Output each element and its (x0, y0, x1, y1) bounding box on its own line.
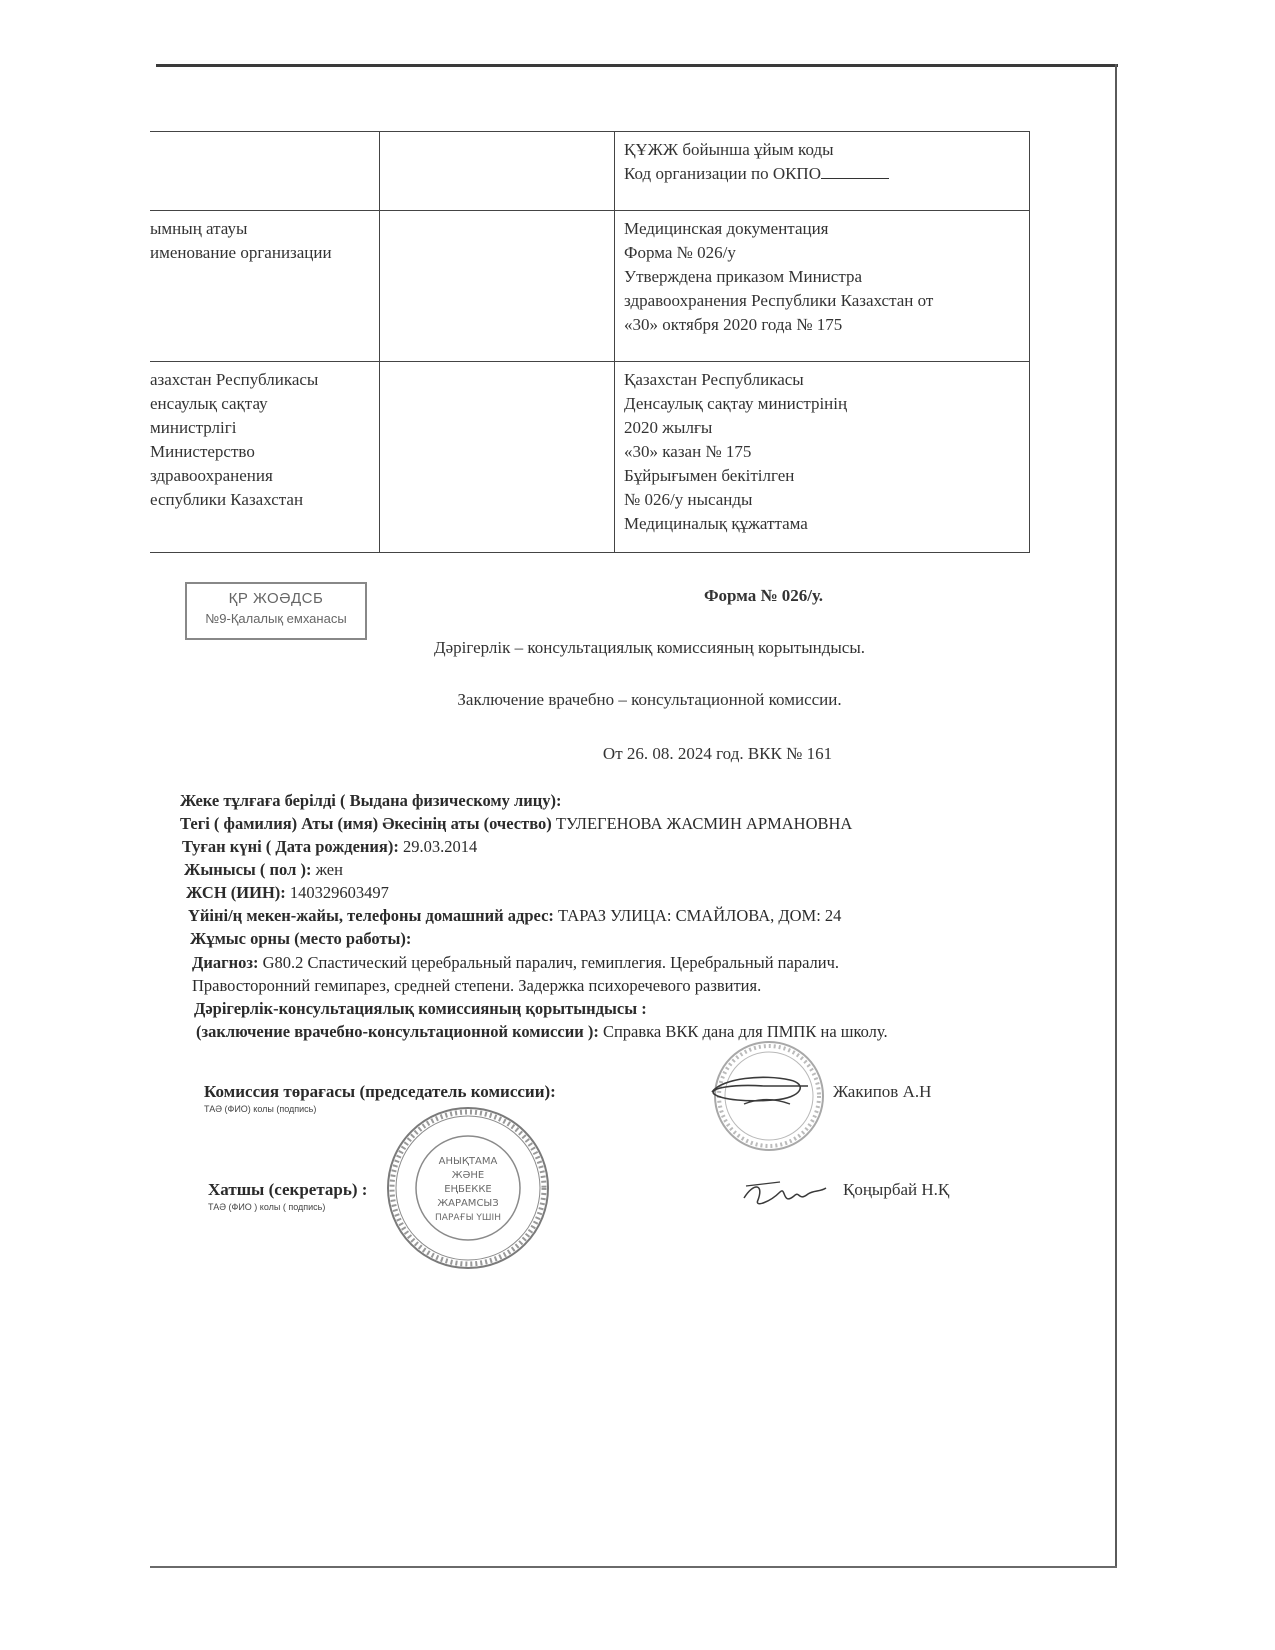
secretary-sub: ТАӘ (ФИО ) колы ( подпись) (208, 1202, 326, 1212)
form-title: Форма № 026/у. (703, 586, 824, 605)
conclusion-kz-line (194, 998, 647, 1020)
ministry-line: еспублики Казахстан (150, 490, 304, 509)
round-stamp (384, 1104, 552, 1272)
org-name-cell (150, 211, 379, 362)
approved-kz-line: № 026/у нысанды (624, 490, 753, 509)
header-cell-mid-2 (379, 211, 615, 362)
conclusion-kz-label: Дәрігерлік-консультациялық комиссияның қорытындысы : (194, 999, 647, 1018)
header-cell-mid-1 (379, 132, 615, 211)
chair-name: Жакипов А.Н (833, 1082, 932, 1101)
clinic-stamp-line1: ҚР ЖОӘДСБ (228, 590, 324, 607)
issued-line (180, 790, 562, 812)
header-table (150, 131, 1030, 553)
sex-label: Жынысы ( пол ): (184, 860, 312, 879)
round-stamp-line: АНЫҚТАМА (438, 1156, 498, 1167)
okpo-cell (615, 132, 1030, 211)
round-stamp-line: ЖАРАМСЫЗ (437, 1198, 499, 1209)
approved-kz-line: 2020 жылғы (624, 418, 713, 437)
conclusion-value: Справка ВКК дана для ПМПК на школу. (598, 1022, 888, 1041)
ministry-line: министрлігі (150, 418, 237, 437)
med-doc-line: «30» октября 2020 года № 175 (624, 315, 843, 334)
chair-signature (704, 1068, 814, 1112)
okpo-ru-line (624, 162, 1023, 186)
diagnosis-value: G80.2 Спастический церебральный паралич, гемиплегия. Церебральный паралич. (258, 953, 840, 972)
diagnosis-label: Диагноз: (192, 953, 259, 972)
iin-line (186, 882, 389, 904)
address-value: ТАРАЗ УЛИЦА: СМАЙЛОВА, ДОМ: 24 (553, 906, 842, 925)
med-doc-cell (615, 211, 1030, 362)
approved-kz-line: Медициналық құжаттама (624, 514, 808, 533)
conclusion-ru-label: (заключение врачебно-консультационной комиссии ): (196, 1022, 599, 1041)
name-label: Тегі ( фамилия) Аты (имя) Әкесінің аты (очество) (180, 814, 552, 833)
sex-line (184, 859, 343, 881)
secretary-name: Қоңырбай Н.Қ (843, 1180, 950, 1199)
work-line (190, 928, 411, 950)
okpo-kz: ҚҰЖЖ бойынша ұйым коды (624, 140, 834, 159)
ministry-line: Министерство (150, 442, 255, 461)
ministry-line: азахстан Республикасы (150, 370, 319, 389)
approved-kz-line: Денсаулық сақтау министрінің (624, 394, 848, 413)
sheet-edge-right (1115, 64, 1117, 1568)
approved-kz-line: «30» казан № 175 (624, 442, 752, 461)
chair-sub: ТАӘ (ФИО) колы (подпись) (204, 1104, 317, 1114)
sheet-edge-top (156, 64, 1118, 67)
med-doc-line: Утверждена приказом Министра (624, 267, 862, 286)
sheet-edge-bottom (150, 1566, 1117, 1568)
chair-label: Комиссия төрағасы (председатель комиссии): (204, 1082, 556, 1101)
issued-label: Жеке тұлғаға берілді ( Выдана физическому лицу): (180, 791, 562, 810)
header-cell-mid-3 (379, 362, 615, 553)
work-label: Жұмыс орны (место работы): (190, 929, 412, 948)
diagnosis-line (192, 952, 839, 974)
okpo-ru: Код организации по ОКПО (624, 164, 821, 183)
name-line (180, 813, 852, 835)
title-kz: Дәрігерлік – консультациялық комиссияның корытындысы. (433, 638, 866, 657)
med-doc-line: здравоохранения Республики Казахстан от (624, 291, 934, 310)
header-cell-empty (150, 132, 379, 211)
approved-kz-cell (615, 362, 1030, 553)
secretary-signature (740, 1172, 830, 1216)
secretary-signature-dash (746, 1182, 780, 1186)
iin-label: ЖСН (ИИН): (186, 883, 286, 902)
secretary-signature-stroke (744, 1187, 826, 1204)
clinic-stamp-line2: №9-Қалалық емханасы (205, 611, 347, 626)
round-stamp-line: ЕҢБЕККЕ (444, 1184, 492, 1195)
secretary-label: Хатшы (секретарь) : (208, 1180, 368, 1199)
org-name-kz: ымның атауы (150, 219, 248, 238)
dob-line (182, 836, 477, 858)
med-doc-line: Форма № 026/у (624, 243, 736, 262)
med-doc-line: Медицинская документация (624, 219, 829, 238)
round-stamp-line: ЖӘНЕ (451, 1170, 485, 1181)
ministry-line: здравоохранения (150, 466, 273, 485)
address-line (188, 905, 841, 927)
ministry-cell (150, 362, 379, 553)
sex-value: жен (311, 860, 343, 879)
dob-value: 29.03.2014 (398, 837, 478, 856)
date-line: От 26. 08. 2024 год. ВКК № 161 (602, 744, 833, 763)
diagnosis-value-2: Правосторонний гемипарез, средней степени. Задержка психоречевого развития. (192, 976, 762, 995)
okpo-blank-line (821, 164, 889, 179)
diagnosis-line-2 (192, 975, 761, 997)
approved-kz-line: Бұйрығымен бекітілген (624, 466, 795, 485)
org-name-ru: именование организации (150, 243, 332, 262)
ministry-line: енсаулық сақтау (150, 394, 268, 413)
approved-kz-line: Қазахстан Республикасы (624, 370, 804, 389)
address-label: Үйіні/ң мекен-жайы, телефоны домашний адрес: (188, 906, 554, 925)
iin-value: 140329603497 (285, 883, 389, 902)
name-value: ТУЛЕГЕНОВА ЖАСМИН АРМАНОВНА (551, 814, 853, 833)
title-ru: Заключение врачебно – консультационной комиссии. (457, 690, 842, 709)
dob-label: Туған күні ( Дата рождения): (182, 837, 399, 856)
chair-signature-stroke (712, 1077, 808, 1100)
round-stamp-line: ПАРАҒЫ ҮШІН (435, 1213, 501, 1223)
